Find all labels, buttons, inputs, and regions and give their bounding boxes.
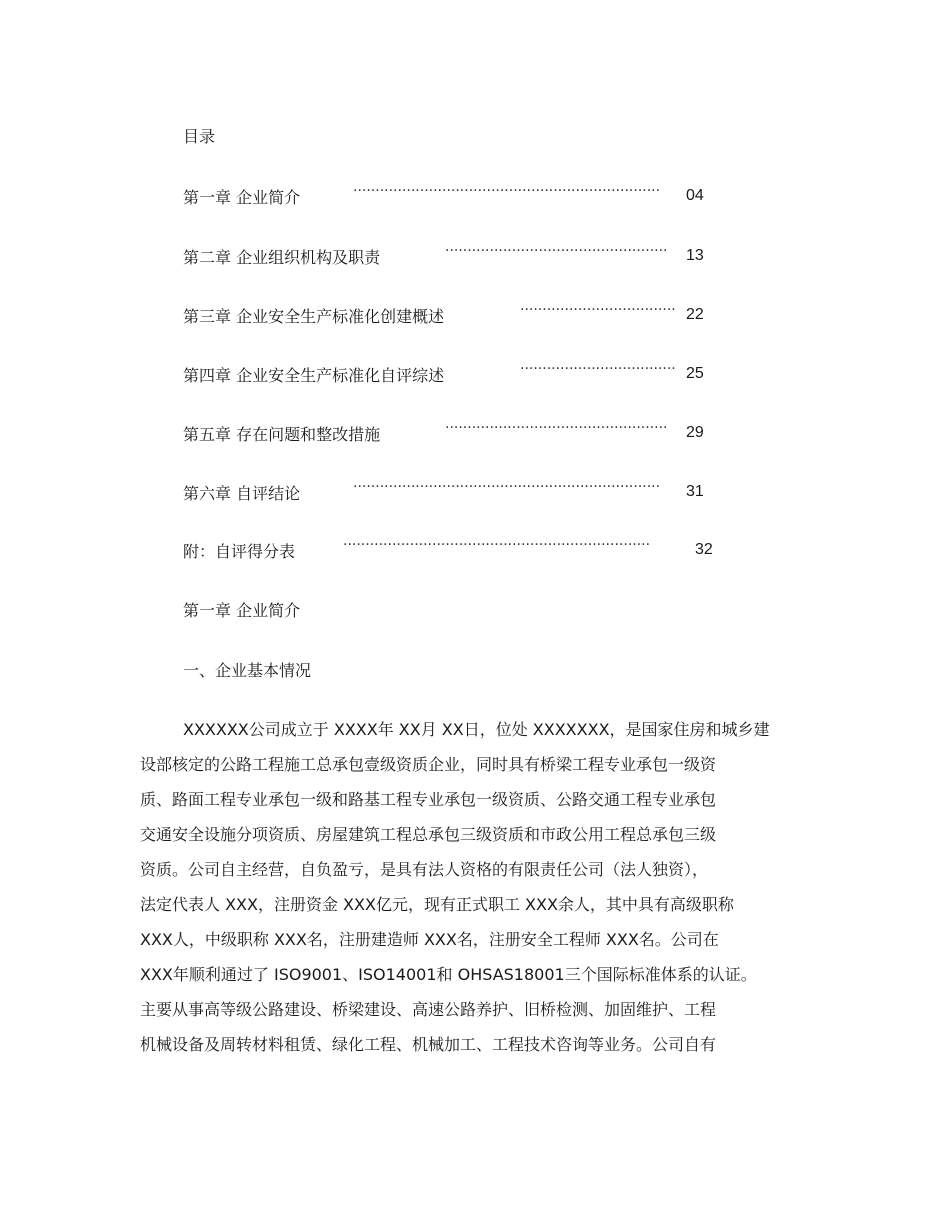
toc-leader-dots: ··················································	[445, 420, 668, 436]
body-line: 主要从事高等级公路建设、桥梁建设、高速公路养护、旧桥检测、加固维护、工程	[140, 1000, 717, 1019]
toc-leader-dots: ···································	[520, 302, 676, 318]
toc-entry-label: 第五章 存在问题和整改措施	[183, 425, 381, 444]
toc-entry-label: 附：自评得分表	[183, 542, 296, 561]
body-line: XXX人，中级职称 XXX名，注册建造师 XXX名，注册安全工程师 XXX名。公司在	[140, 930, 719, 949]
toc-page-number: 04	[686, 187, 704, 204]
toc-leader-dots: ···································	[520, 361, 676, 377]
body-line: 资质。公司自主经营，自负盈亏，是具有法人资格的有限责任公司（法人独资），	[140, 860, 709, 879]
toc-entry-label: 第一章 企业简介	[183, 188, 301, 207]
body-line: 质、路面工程专业承包一级和路基工程专业承包一级资质、公路交通工程专业承包	[140, 790, 717, 809]
toc-entry-label: 第六章 自评结论	[183, 484, 301, 503]
toc-page-number: 25	[686, 365, 704, 382]
body-line: 设部核定的公路工程施工总承包壹级资质企业，同时具有桥梁工程专业承包一级资	[140, 755, 717, 774]
toc-leader-dots: ·····································································	[343, 537, 651, 553]
body-line: XXXXXX公司成立于 XXXX年 XX月 XX日，位处 XXXXXXX，是国家住房和城乡建	[183, 720, 770, 739]
body-line: 法定代表人 XXX，注册资金 XXX亿元，现有正式职工 XXX余人，其中具有高级职称	[140, 895, 734, 914]
toc-page-number: 31	[686, 483, 704, 500]
toc-page-number: 29	[686, 424, 704, 441]
body-line: XXX年顺利通过了 ISO9001、ISO14001和 OHSAS18001三个国际标准体系的认证。	[140, 965, 757, 984]
toc-entry-label: 第二章 企业组织机构及职责	[183, 248, 381, 267]
toc-page-number: 13	[686, 247, 704, 264]
toc-entry-label: 第四章 企业安全生产标准化自评综述	[183, 366, 445, 385]
toc-leader-dots: ·····································································	[353, 183, 661, 199]
body-line: 交通安全设施分项资质、房屋建筑工程总承包三级资质和市政公用工程总承包三级	[140, 825, 717, 844]
toc-entry-label: 第三章 企业安全生产标准化创建概述	[183, 307, 445, 326]
body-line: 机械设备及周转材料租赁、绿化工程、机械加工、工程技术咨询等业务。公司自有	[140, 1035, 717, 1054]
toc-page-number: 22	[686, 306, 704, 323]
body-paragraph	[140, 0, 800, 1230]
toc-leader-dots: ··················································	[445, 243, 668, 259]
section-heading: 一、企业基本情况	[183, 661, 312, 680]
toc-leader-dots: ·····································································	[353, 479, 661, 495]
chapter-heading: 第一章 企业简介	[183, 601, 301, 620]
toc-page-number: 32	[695, 541, 713, 558]
toc-title: 目录	[183, 127, 216, 146]
